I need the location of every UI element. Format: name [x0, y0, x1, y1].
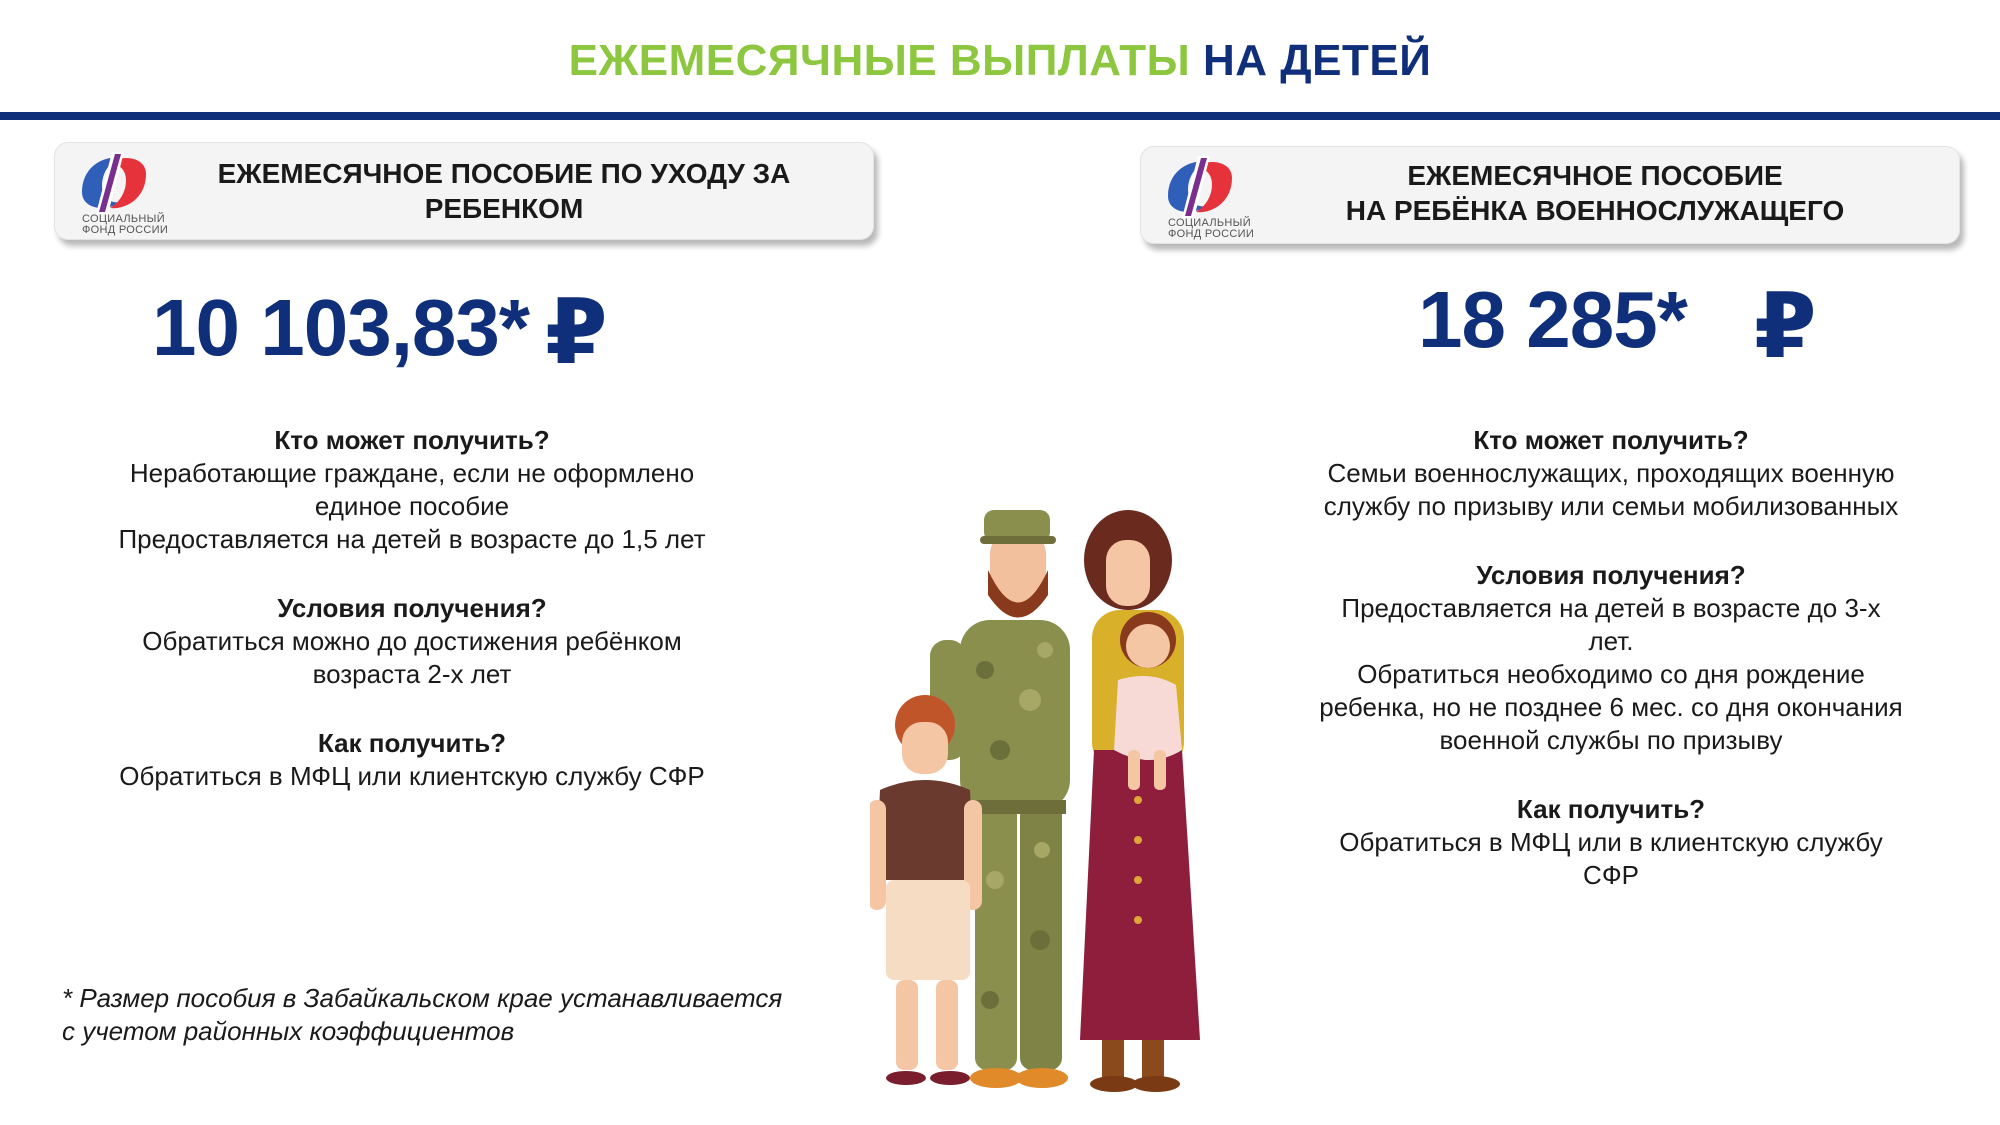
- answer-line: Обратиться в МФЦ или в клиентскую службу: [1339, 827, 1883, 857]
- page-title: [0, 36, 2000, 86]
- answer-line: единое пособие: [314, 491, 510, 521]
- amount-care: 10 103,83*: [152, 283, 530, 372]
- answer-line: лет.: [1588, 626, 1634, 656]
- footnote: * Размер пособия в Забайкальском крае устанавливается с учетом районных коэффициентов: [62, 983, 783, 1046]
- sfr-logo-icon: [68, 148, 168, 236]
- family-soldier-illustration-icon: [870, 500, 1230, 1105]
- answer-line: военной службы по призыву: [1439, 725, 1783, 755]
- answer-line: Предоставляется на детей в возрасте до 1,5 лет: [118, 524, 706, 554]
- question-who: Кто может получить?: [274, 425, 550, 455]
- answer-line: службу по призыву или семьи мобилизованных: [1323, 491, 1899, 521]
- answer-line: Обратиться можно до достижения ребёнком: [142, 626, 682, 656]
- sfr-logo-text: СОЦИАЛЬНЫЙ ФОНД РОССИИ: [1168, 217, 1255, 240]
- benefit-card-care: [54, 142, 874, 240]
- answer-line: возраста 2-х лет: [312, 659, 512, 689]
- question-who: Кто может получить?: [1473, 425, 1749, 455]
- benefit-heading-military: ЕЖЕМЕСЯЧНОЕ ПОСОБИЕ НА РЕБЁНКА ВОЕННОСЛУЖАЩЕГО: [1345, 160, 1845, 226]
- benefit-card-military: [1140, 146, 1960, 244]
- answer-line: Предоставляется на детей в возрасте до 3-х: [1341, 593, 1881, 623]
- sfr-logo-icon: [1154, 152, 1254, 240]
- info-block-military: [1276, 424, 1946, 892]
- sfr-logo-text: СОЦИАЛЬНЫЙ ФОНД РОССИИ: [82, 213, 169, 236]
- answer-line: ребенка, но не позднее 6 мес. со дня окончания: [1319, 692, 1903, 722]
- question-conditions: Условия получения?: [277, 593, 547, 623]
- ruble-icon: ₽: [1754, 277, 1817, 377]
- amount-military: 18 285*: [1418, 275, 1687, 364]
- answer-line: Семьи военнослужащих, проходящих военную: [1327, 458, 1895, 488]
- answer-line: Обратиться в МФЦ или клиентскую службу СФР: [119, 761, 705, 791]
- question-how: Как получить?: [317, 728, 507, 758]
- question-how: Как получить?: [1516, 794, 1706, 824]
- page-title-blue: НА ДЕТЕЙ: [1203, 36, 1432, 85]
- page-title-green: ЕЖЕМЕСЯЧНЫЕ ВЫПЛАТЫ: [568, 36, 1191, 85]
- mother-figure-icon: [1080, 510, 1200, 1092]
- benefit-heading-care: ЕЖЕМЕСЯЧНОЕ ПОСОБИЕ ПО УХОДУ ЗА РЕБЕНКОМ: [217, 158, 791, 224]
- ruble-icon: ₽: [545, 283, 608, 383]
- question-conditions: Условия получения?: [1476, 560, 1746, 590]
- info-block-care: [72, 424, 752, 793]
- answer-line: Неработающие граждане, если не оформлено: [129, 458, 695, 488]
- title-divider: [0, 112, 2000, 120]
- answer-line: СФР: [1583, 860, 1639, 890]
- answer-line: Обратиться необходимо со дня рождение: [1357, 659, 1865, 689]
